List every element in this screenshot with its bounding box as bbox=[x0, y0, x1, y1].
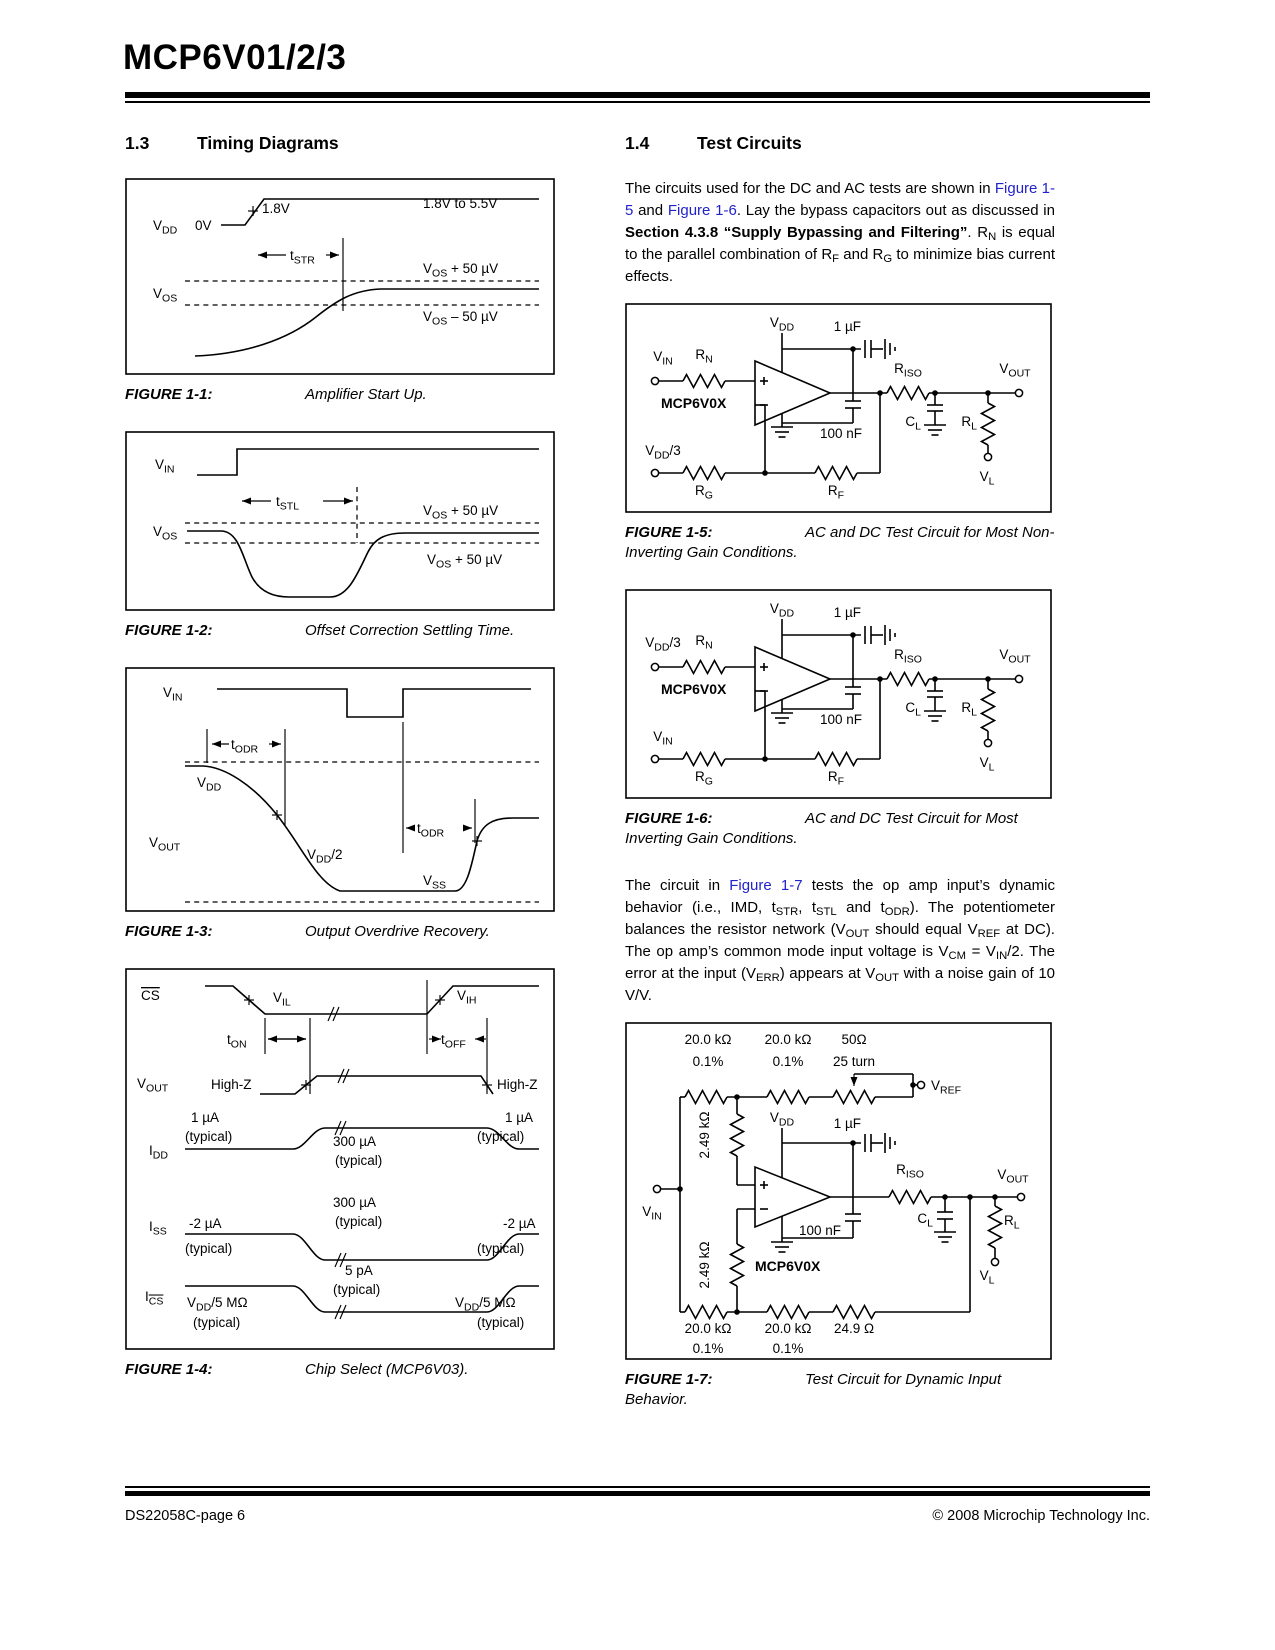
bottom-r2-label: 20.0 kΩ bbox=[764, 1321, 812, 1336]
vref-label: $V_{REF}$ bbox=[931, 1078, 962, 1097]
vdd-label: $V_{DD}$ bbox=[769, 601, 795, 620]
footer-page-number: DS22058C-page 6 bbox=[125, 1508, 246, 1524]
figure-1-3-caption bbox=[125, 922, 555, 942]
divider-r2-label: 2.49 kΩ bbox=[697, 1241, 712, 1289]
top-r2-label: 20.0 kΩ bbox=[764, 1032, 812, 1047]
left-column bbox=[125, 133, 555, 1406]
vout-label: $V_{OUT}$ bbox=[149, 835, 181, 854]
right-column bbox=[625, 133, 1055, 1436]
figure-1-5-caption bbox=[625, 523, 1055, 563]
vl-label: $V_L$ bbox=[979, 469, 995, 488]
bypass-cap-label: 1 µF bbox=[833, 605, 861, 620]
caption-label: FIGURE 1-3: bbox=[125, 923, 213, 940]
figure-1-4-diagram bbox=[125, 968, 555, 1350]
top-r2-tolerance: 0.1% bbox=[772, 1054, 804, 1069]
vin-label: $V_{IN}$ bbox=[163, 685, 183, 704]
vout-label: $V_{OUT}$ bbox=[997, 1167, 1029, 1186]
idd-label: $I_{DD}$ bbox=[149, 1143, 168, 1162]
bottom-input-label: $V_{DD}/3$ bbox=[645, 443, 681, 462]
rl-label: $R_L$ bbox=[1004, 1213, 1020, 1232]
figure-link[interactable]: Figure 1-7 bbox=[729, 877, 803, 894]
rn-label: $R_N$ bbox=[695, 633, 713, 652]
figure-1-6-caption bbox=[625, 809, 1055, 849]
header-rule bbox=[125, 92, 1150, 103]
junction-dot bbox=[985, 676, 991, 682]
junction-dot bbox=[762, 756, 768, 762]
rn-label: $R_N$ bbox=[695, 347, 713, 366]
figure-link[interactable]: Figure 1-5 bbox=[625, 180, 1055, 219]
footer-copyright: © 2008 Microchip Technology Inc. bbox=[932, 1508, 1150, 1524]
junction-dot bbox=[942, 1194, 948, 1200]
iss-mid-value: 300 µA bbox=[333, 1195, 377, 1210]
top-r1-tolerance: 0.1% bbox=[692, 1054, 724, 1069]
opamp-name-label: MCP6V0X bbox=[661, 395, 727, 411]
section-title: Timing Diagrams bbox=[197, 133, 339, 153]
junction-dot bbox=[850, 346, 856, 352]
vin-trace bbox=[217, 689, 531, 717]
figure-1-5-diagram bbox=[625, 303, 1052, 513]
caption-label: FIGURE 1-7: bbox=[625, 1371, 713, 1388]
caption-text: Output Overdrive Recovery. bbox=[305, 923, 490, 940]
caption-label: FIGURE 1-6: bbox=[625, 810, 713, 827]
rf-label: $R_F$ bbox=[827, 483, 845, 502]
footer-rule bbox=[125, 1486, 1150, 1496]
caption-text: Test Circuit for Dynamic Input Behavior. bbox=[625, 1371, 1002, 1408]
text-segment: . $R_N$ is equal to the parallel combination of $R_F$ and $R_G$ to minimize bias current effects. bbox=[625, 224, 1055, 285]
vin-label: $V_{IN}$ bbox=[155, 457, 175, 476]
cs-trace bbox=[205, 986, 539, 1014]
bypass-cap-label: 1 µF bbox=[833, 319, 861, 334]
rg-label: $R_G$ bbox=[695, 483, 713, 502]
idd-mid-typical: (typical) bbox=[335, 1153, 383, 1168]
section-1-3-heading bbox=[125, 133, 555, 154]
pot-turns-label: 25 turn bbox=[832, 1054, 876, 1069]
divider-r1-label: 2.49 kΩ bbox=[697, 1111, 712, 1159]
vos-label: $V_{OS}$ bbox=[153, 524, 178, 543]
text-segment: . Lay the bypass capacitors out as discussed in bbox=[736, 202, 1055, 219]
vdd3-terminal bbox=[651, 469, 658, 476]
junction-dot bbox=[967, 1194, 973, 1200]
junction-dot bbox=[850, 632, 856, 638]
iss-label: $I_{SS}$ bbox=[149, 1219, 167, 1238]
figure-1-7-caption bbox=[625, 1370, 1055, 1410]
vdd-label: $V_{DD}$ bbox=[197, 775, 222, 794]
zero-volt-label: 0V bbox=[195, 218, 212, 233]
vout-trace bbox=[185, 766, 539, 891]
figure-frame bbox=[126, 432, 554, 610]
vl-label: $V_L$ bbox=[979, 1268, 995, 1287]
opamp-name-label: MCP6V0X bbox=[661, 681, 727, 697]
ics-left-value: $V_{DD}/5$ MΩ bbox=[187, 1295, 248, 1314]
junction-dot bbox=[877, 676, 883, 682]
ics-left-typical: (typical) bbox=[193, 1315, 241, 1330]
vos-upper-label: $V_{OS} + 50$ µV bbox=[423, 503, 499, 522]
vos-plus-label: $V_{OS} + 50$ µV bbox=[423, 261, 499, 280]
junction-dot bbox=[677, 1186, 683, 1192]
vout-label: $V_{OUT}$ bbox=[999, 361, 1031, 380]
paragraph-test-circuits-2 bbox=[625, 875, 1055, 1007]
section-title: Test Circuits bbox=[697, 133, 802, 153]
vdd2-label: $V_{DD}/2$ bbox=[307, 847, 343, 866]
caption-text: Chip Select (MCP6V03). bbox=[305, 1361, 469, 1378]
figure-frame bbox=[126, 668, 554, 911]
one8v-label: 1.8V bbox=[262, 201, 290, 216]
bottom-r1-label: 20.0 kΩ bbox=[684, 1321, 732, 1336]
rf-label: $R_F$ bbox=[827, 769, 845, 788]
vos-label: $V_{OS}$ bbox=[153, 286, 178, 305]
iss-right-value: -2 µA bbox=[503, 1216, 536, 1231]
section-1-4-heading bbox=[625, 133, 1055, 154]
riso-label: $R_{ISO}$ bbox=[896, 1162, 924, 1181]
text-segment: tests the op amp input’s dynamic behavior (i.e., IMD, $t_{STR}$, $t_{STL}$ and $t_{ODR}$). The potentiometer balances the resistor network ($V_{OUT}$ should equal $V_{REF}$ at DC). The op amp’s common mode input voltage is $V_{CM} = V_{IN}/2$. The error at the input $(V_{ERR})$ appears at $V_{OUT}$ with a noise gain of 10 V/V. bbox=[625, 877, 1056, 1004]
todr-label-1: $t_{ODR}$ bbox=[231, 737, 259, 756]
vin-terminal bbox=[651, 755, 658, 762]
idd-left-value: 1 µA bbox=[191, 1110, 220, 1125]
cl-label: $C_L$ bbox=[905, 700, 921, 719]
vout-terminal bbox=[1017, 1193, 1024, 1200]
document-title: MCP6V01/2/3 bbox=[123, 38, 347, 77]
ics-label: $I_{CS}$ bbox=[145, 1289, 164, 1308]
junction-dot bbox=[762, 470, 768, 476]
bottom-r3-label: 24.9 Ω bbox=[833, 1321, 875, 1336]
figure-link[interactable]: Figure 1-6 bbox=[667, 202, 737, 219]
bottom-r1-tolerance: 0.1% bbox=[692, 1341, 724, 1356]
vin-label: $V_{IN}$ bbox=[642, 1204, 662, 1223]
idd-left-typical: (typical) bbox=[185, 1129, 233, 1144]
riso-label: $R_{ISO}$ bbox=[894, 361, 922, 380]
vout-trace bbox=[260, 1076, 493, 1094]
junction-dot bbox=[850, 1140, 856, 1146]
vdd3-terminal bbox=[651, 663, 658, 670]
figure-1-1-caption bbox=[125, 385, 555, 405]
cl-label: $C_L$ bbox=[917, 1211, 933, 1230]
caption-label: FIGURE 1-1: bbox=[125, 386, 213, 403]
circuit-wires bbox=[661, 1074, 1017, 1319]
top-input-label: $V_{DD}/3$ bbox=[645, 635, 681, 654]
figure-1-2-diagram bbox=[125, 431, 555, 611]
bottom-input-label: $V_{IN}$ bbox=[653, 729, 673, 748]
bypass-cap2-label: 100 nF bbox=[798, 1223, 841, 1238]
tstl-label: $t_{STL}$ bbox=[276, 494, 300, 513]
vin-terminal bbox=[653, 1185, 660, 1192]
ics-right-value: $V_{DD}/5$ MΩ bbox=[455, 1295, 516, 1314]
idd-right-typical: (typical) bbox=[477, 1129, 525, 1144]
junction-dot bbox=[734, 1309, 740, 1315]
rl-label: $R_L$ bbox=[961, 700, 977, 719]
rail-lines bbox=[185, 762, 539, 902]
top-input-label: $V_{IN}$ bbox=[653, 349, 673, 368]
highz-left-label: High-Z bbox=[211, 1077, 252, 1092]
caption-label: FIGURE 1-4: bbox=[125, 1361, 213, 1378]
junction-dot bbox=[877, 390, 883, 396]
top-r1-label: 20.0 kΩ bbox=[684, 1032, 732, 1047]
vss-label: $V_{SS}$ bbox=[423, 873, 447, 892]
caption-text: Offset Correction Settling Time. bbox=[305, 622, 515, 639]
range-label: 1.8V to 5.5V bbox=[423, 196, 498, 211]
highz-right-label: High-Z bbox=[497, 1077, 538, 1092]
figure-1-6-diagram bbox=[625, 589, 1052, 799]
vout-label: $V_{OUT}$ bbox=[137, 1076, 169, 1095]
figure-1-2-caption bbox=[125, 621, 555, 641]
rl-label: $R_L$ bbox=[961, 414, 977, 433]
iss-mid-typical: (typical) bbox=[335, 1214, 383, 1229]
vih-label: $V_{IH}$ bbox=[457, 988, 477, 1007]
iss-left-typical: (typical) bbox=[185, 1241, 233, 1256]
opamp-name-label: MCP6V0X bbox=[755, 1258, 821, 1274]
caption-text: AC and DC Test Circuit for Most Non-Inverting Gain Conditions. bbox=[625, 524, 1055, 561]
bypass-cap2-label: 100 nF bbox=[819, 426, 863, 441]
toff-label: $t_{OFF}$ bbox=[441, 1032, 466, 1051]
pot-label: 50Ω bbox=[841, 1032, 867, 1047]
junction-dot bbox=[932, 676, 938, 682]
caption-text: AC and DC Test Circuit for Most Inverting Gain Conditions. bbox=[625, 810, 1018, 847]
section-number: 1.4 bbox=[625, 133, 650, 153]
caption-text: Amplifier Start Up. bbox=[305, 386, 427, 403]
vl-terminal bbox=[984, 453, 991, 460]
riso-label: $R_{ISO}$ bbox=[894, 647, 922, 666]
caption-label: FIGURE 1-2: bbox=[125, 622, 213, 639]
junction-dot bbox=[992, 1194, 998, 1200]
cl-label: $C_L$ bbox=[905, 414, 921, 433]
ics-right-typical: (typical) bbox=[477, 1315, 525, 1330]
vos-lower-label: $V_{OS} + 50$ µV bbox=[427, 552, 503, 571]
ton-label: $t_{ON}$ bbox=[227, 1032, 247, 1051]
iss-left-value: -2 µA bbox=[189, 1216, 222, 1231]
figure-1-3-diagram bbox=[125, 667, 555, 912]
bypass-cap2-label: 100 nF bbox=[819, 712, 863, 727]
bottom-r2-tolerance: 0.1% bbox=[772, 1341, 804, 1356]
vout-label: $V_{OUT}$ bbox=[999, 647, 1031, 666]
vin-trace bbox=[197, 449, 539, 475]
vdd-label: $V_{DD}$ bbox=[769, 1110, 795, 1129]
vout-terminal bbox=[1015, 675, 1022, 682]
ics-mid-value: 5 pA bbox=[345, 1263, 373, 1278]
vref-terminal bbox=[917, 1081, 924, 1088]
section-number: 1.3 bbox=[125, 133, 150, 153]
vdd-label: $V_{DD}$ bbox=[769, 315, 795, 334]
junction-dot bbox=[734, 1094, 740, 1100]
vdd-label: $V_{DD}$ bbox=[153, 218, 178, 237]
text-segment: The circuits used for the DC and AC tests are shown in bbox=[625, 180, 995, 197]
vos-band bbox=[185, 281, 539, 305]
junction-dot bbox=[932, 390, 938, 396]
iss-right-typical: (typical) bbox=[477, 1241, 525, 1256]
idd-right-value: 1 µA bbox=[505, 1110, 534, 1125]
figure-1-4-caption bbox=[125, 1360, 555, 1380]
vl-terminal bbox=[984, 739, 991, 746]
junction-dot bbox=[985, 390, 991, 396]
rg-label: $R_G$ bbox=[695, 769, 713, 788]
vl-terminal bbox=[991, 1258, 998, 1265]
text-segment: Section 4.3.8 “Supply Bypassing and Filtering” bbox=[625, 224, 968, 241]
figure-1-1-diagram bbox=[125, 178, 555, 375]
vos-minus-label: $V_{OS} - 50$ µV bbox=[423, 309, 498, 328]
vil-label: $V_{IL}$ bbox=[273, 990, 291, 1009]
text-segment: and bbox=[633, 202, 668, 219]
vout-terminal bbox=[1015, 389, 1022, 396]
junction-dot bbox=[910, 1082, 916, 1088]
figure-1-7-diagram bbox=[625, 1022, 1052, 1360]
ics-mid-typical: (typical) bbox=[333, 1282, 381, 1297]
text-segment: The circuit in bbox=[625, 877, 730, 894]
paragraph-test-circuits-1 bbox=[625, 178, 1055, 288]
vl-label: $V_L$ bbox=[979, 755, 995, 774]
todr-label-2: $t_{ODR}$ bbox=[417, 821, 445, 840]
cs-label: CS bbox=[141, 988, 160, 1003]
tstr-label: $t_{STR}$ bbox=[290, 248, 315, 267]
caption-label: FIGURE 1-5: bbox=[625, 524, 713, 541]
idd-mid-value: 300 µA bbox=[333, 1134, 377, 1149]
vin-terminal bbox=[651, 377, 658, 384]
bypass-cap-label: 1 µF bbox=[833, 1116, 861, 1131]
